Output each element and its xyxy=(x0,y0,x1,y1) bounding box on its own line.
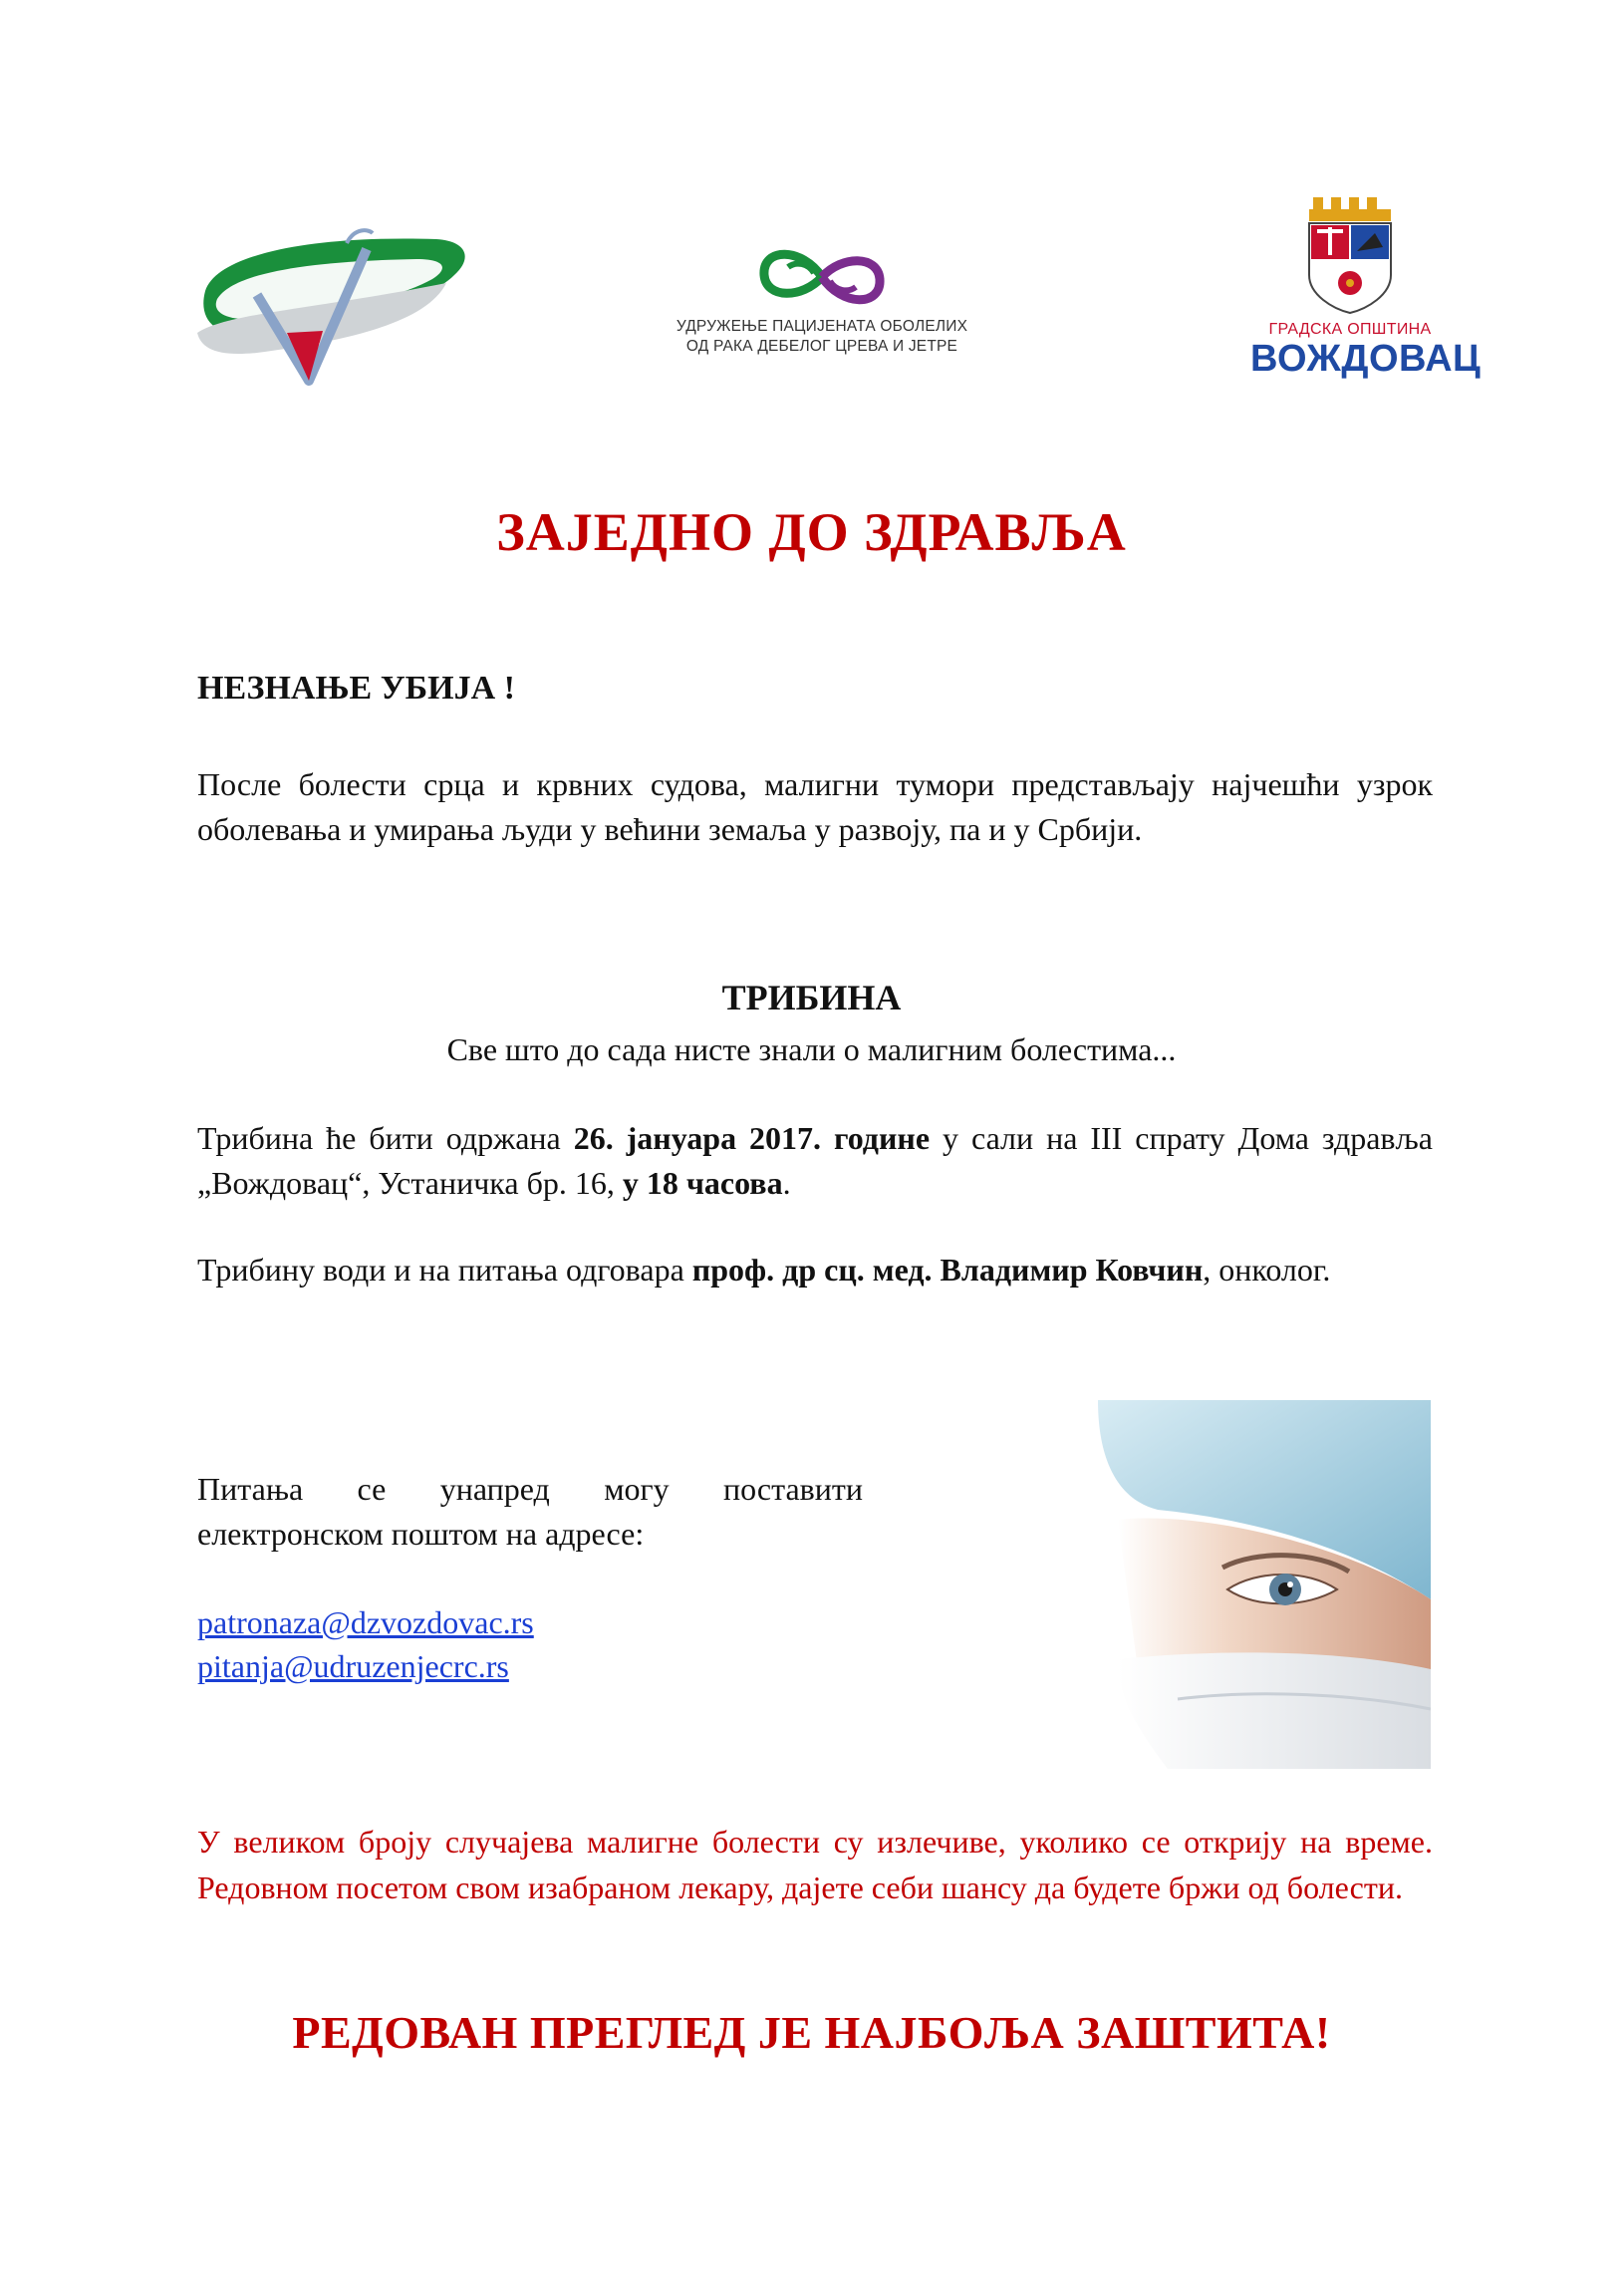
infinity-knot-icon xyxy=(752,237,892,317)
doctor-photo xyxy=(1058,1400,1431,1769)
event-text-1: Трибина ће бити одржана xyxy=(197,1120,574,1156)
email-link-patronaza[interactable]: patronaza@dzvozdovac.rs xyxy=(197,1604,534,1640)
municipality-logo xyxy=(1250,195,1482,405)
email-list xyxy=(197,1600,534,1688)
page-title: ЗАЈЕДНО ДО ЗДРАВЉА xyxy=(496,502,1127,562)
event-subtitle: Све што до сада нисте знали о малигним болестима... xyxy=(446,1031,1177,1067)
association-name-line-2: ОД РАКА ДЕБЕЛОГ ЦРЕВА И ЈЕТРЕ xyxy=(685,338,958,355)
intro-paragraph: После болести срца и крвних судова, малигни тумори представљају најчешћи узрок оболевања и умирања људи у већини земаља у развоју, па и у Србији. xyxy=(197,766,1433,847)
event-title: ТРИБИНА xyxy=(721,978,902,1017)
event-text-3: . xyxy=(782,1165,791,1201)
health-center-logo xyxy=(197,213,472,403)
event-details-paragraph xyxy=(197,1116,1433,1206)
event-date: 26. јануара 2017. године xyxy=(573,1120,931,1156)
association-logo xyxy=(648,237,996,377)
coat-of-arms-icon xyxy=(1295,195,1405,315)
event-text-2: у сали на III спрату Дома здравља „Вождовац“, Устаничка бр. 16, xyxy=(197,1120,1434,1201)
questions-paragraph: Питања се унапред могу поставити електронском поштом на адресе: xyxy=(197,1471,863,1552)
host-text-2: , онколог. xyxy=(1203,1252,1331,1288)
municipality-name: ВОЖДОВАЦ xyxy=(1250,338,1482,380)
closing-paragraph: У великом броју случајева малигне болести су излечиве, уколико се открију на време. Редовном посетом свом изабраном лекару, дајете себи шансу да будете бржи од болести. xyxy=(197,1824,1433,1905)
association-name-line-1: УДРУЖЕЊЕ ПАЦИЈЕНАТА ОБОЛЕЛИХ xyxy=(676,318,968,335)
doctor-face-image xyxy=(1058,1400,1431,1769)
event-time: у 18 часова xyxy=(622,1165,783,1201)
health-center-logo-icon xyxy=(197,213,472,403)
host-text-1: Трибину води и на питања одговара xyxy=(197,1252,692,1288)
municipality-label: ГРАДСКА ОПШТИНА xyxy=(1268,321,1432,338)
footer-slogan: РЕДОВАН ПРЕГЛЕД ЈЕ НАЈБОЉА ЗАШТИТА! xyxy=(292,2007,1331,2058)
section-heading: НЕЗНАЊЕ УБИЈА ! xyxy=(197,670,515,707)
host-name: проф. др сц. мед. Владимир Ковчин xyxy=(691,1252,1204,1288)
email-link-pitanja[interactable]: pitanja@udruzenjecrc.rs xyxy=(197,1648,509,1684)
host-paragraph xyxy=(197,1248,1433,1292)
